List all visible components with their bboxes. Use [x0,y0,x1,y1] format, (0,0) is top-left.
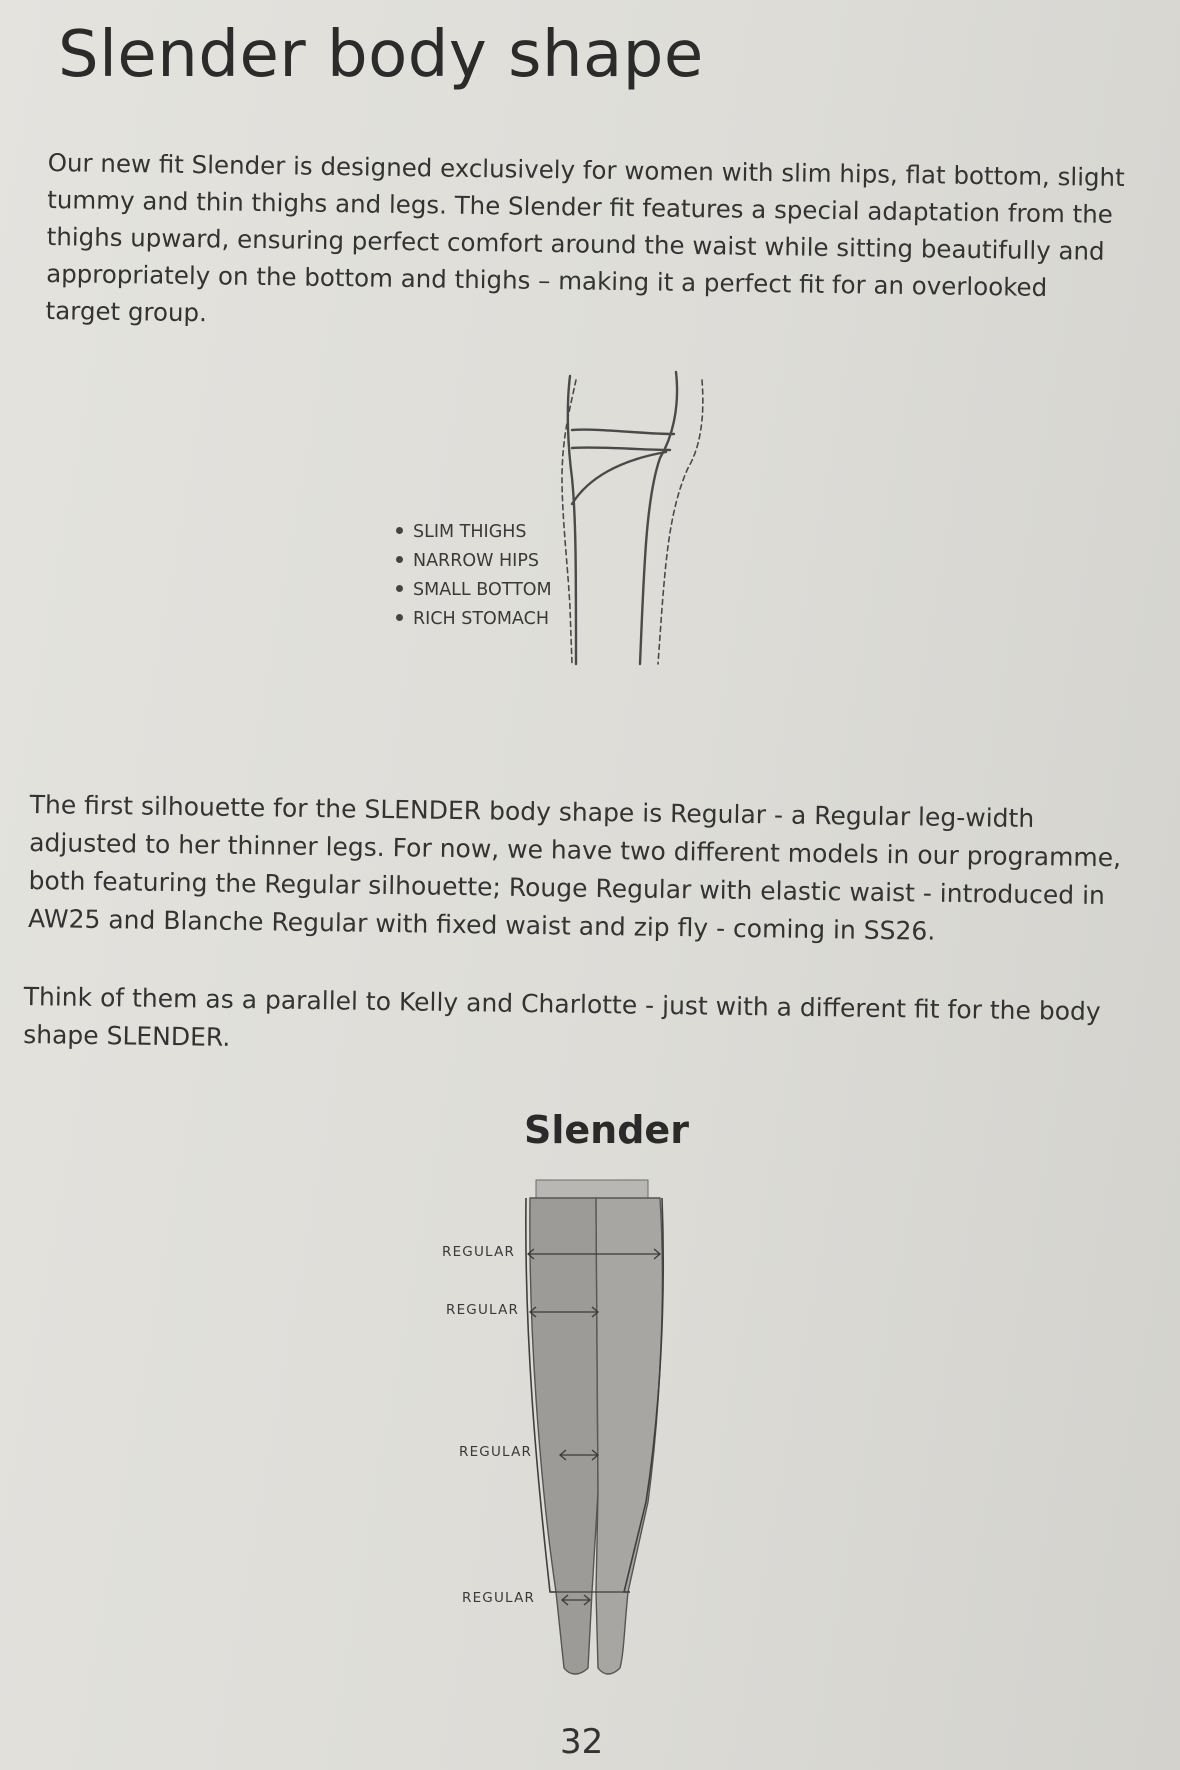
silhouette-paragraph [28,786,1160,954]
measurement-label: REGULAR [446,1302,520,1318]
measurement-label: REGULAR [442,1244,516,1260]
intro-line: appropriately on the bottom and thighs – making it a perfect fit for an overlooked [45,258,1048,302]
feature-item: NARROW HIPS [396,547,552,576]
bullet-icon [396,527,403,534]
page-title: Slender body shape [58,18,704,92]
parallel-paragraph [23,978,1164,1070]
body-line: AW25 and Blanche Regular with fixed waist and zip fly - coming in SS26. [27,903,936,946]
feature-item: SLIM THIGHS [396,518,552,547]
bullet-icon [396,614,403,621]
body-line: adjusted to her thinner legs. For now, we have two different models in our programme, [29,827,1122,873]
body-line: Think of them as a parallel to Kelly and Charlotte - just with a different fit for the body [23,981,1101,1027]
intro-line: tummy and thin thighs and legs. The Slender fit features a special adaptation from the [47,184,1114,229]
intro-paragraph [45,144,1157,344]
body-features-list [396,518,552,634]
bullet-icon [396,556,403,563]
trouser-illustration [520,1172,680,1678]
figure-title: Slender [524,1108,689,1152]
intro-line: Our new fit Slender is designed exclusively for women with slim hips, flat bottom, slight [47,147,1125,193]
intro-line: target group. [45,295,208,328]
measurement-label: REGULAR [462,1590,536,1606]
bullet-icon [396,585,403,592]
feature-item: SMALL BOTTOM [396,576,552,605]
feature-item: RICH STOMACH [396,605,552,634]
body-line: The first silhouette for the SLENDER body shape is Regular - a Regular leg-width [29,789,1035,834]
intro-line: thighs upward, ensuring perfect comfort around the waist while sitting beautifully and [46,221,1105,266]
page-number: 32 [560,1722,604,1762]
body-shape-illustration [540,368,720,668]
body-line: both featuring the Regular silhouette; Rouge Regular with elastic waist - introduced in [28,865,1106,911]
body-line: shape SLENDER. [23,1019,231,1052]
measurement-label: REGULAR [459,1444,533,1460]
